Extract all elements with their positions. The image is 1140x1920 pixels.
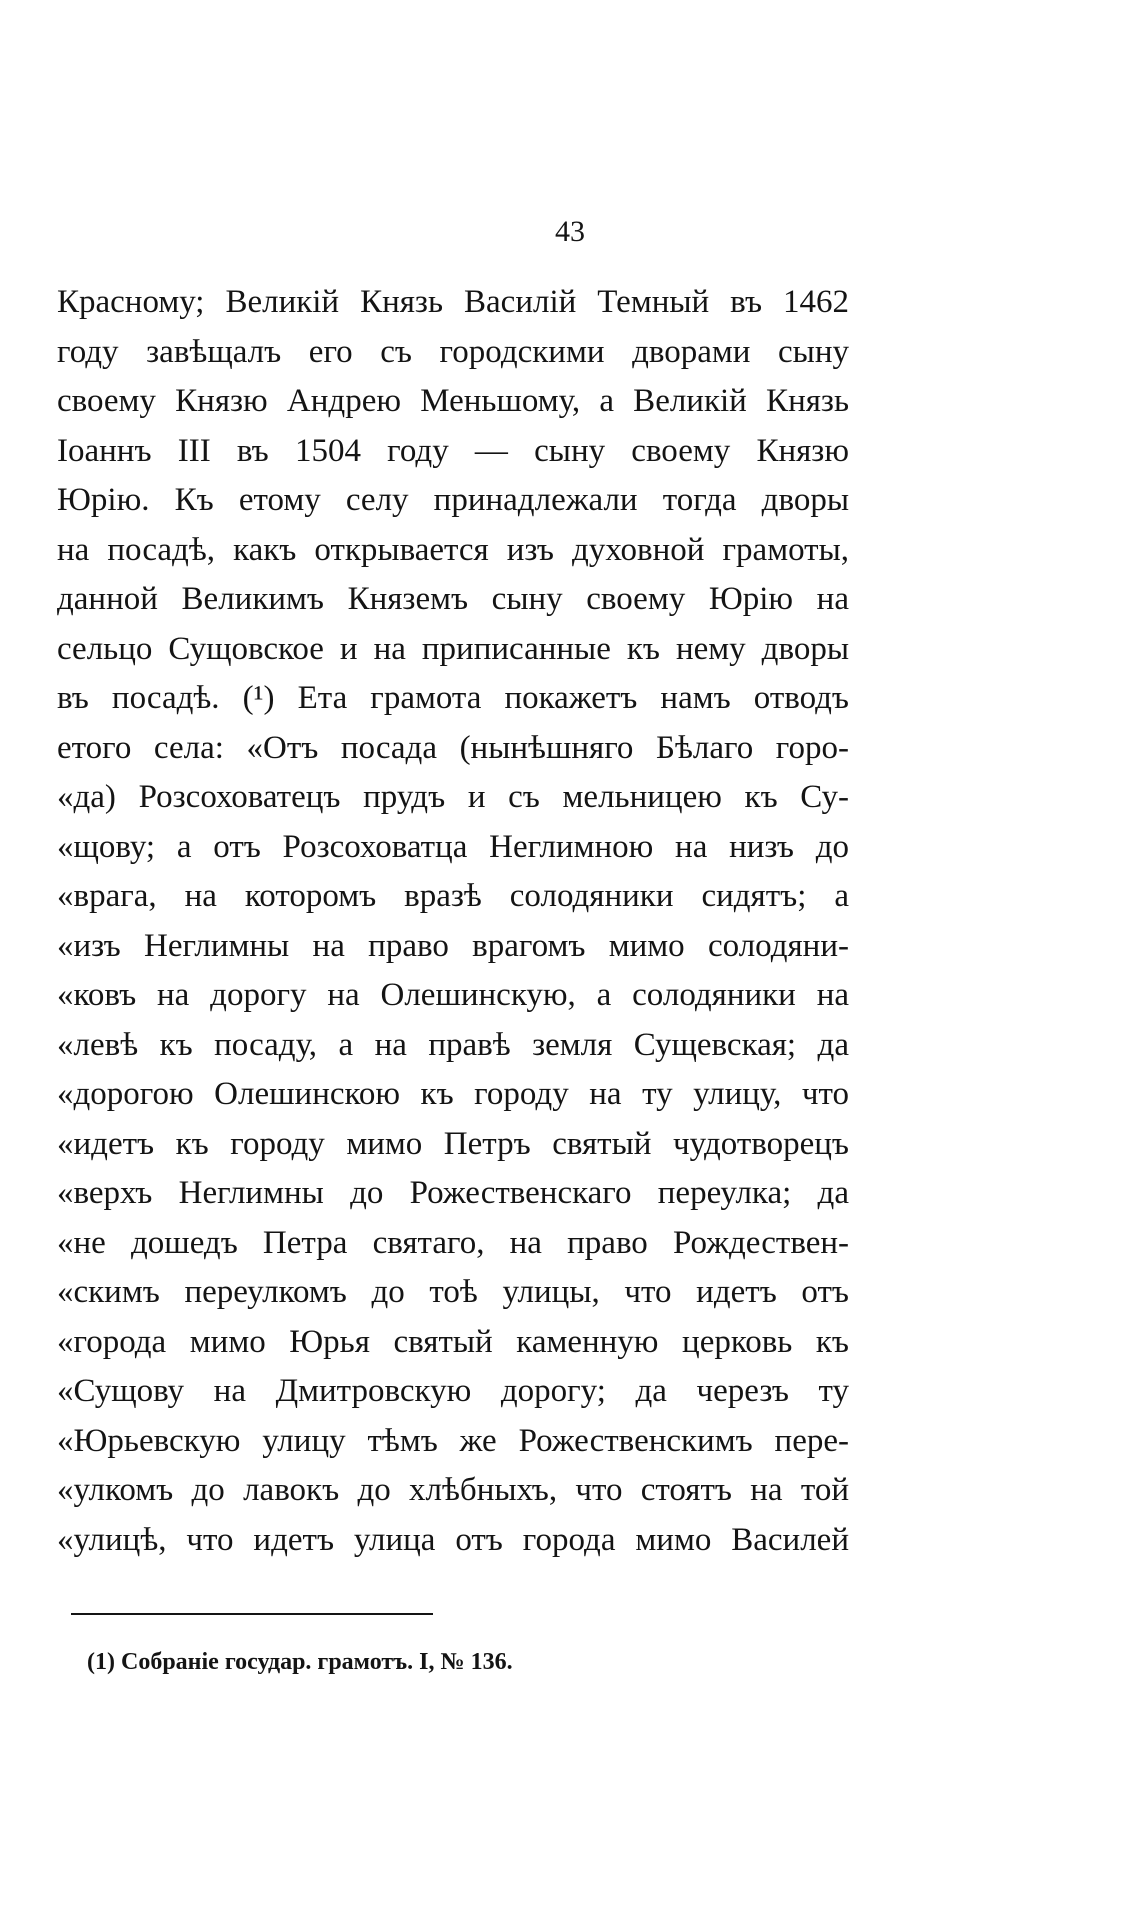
text-line: Юрію. Къ етому селу принадлежали тогда дворы <box>57 482 849 518</box>
text-line: «города мимо Юрья святый каменную церковь къ <box>57 1323 849 1360</box>
footnote-divider <box>71 1613 433 1615</box>
footnote: (1) Собраніе государ. грамотъ. I, № 136. <box>87 1649 513 1675</box>
text-line: въ посадѣ. (¹) Ета грамота покажетъ намъ отводъ <box>57 680 849 716</box>
body-text <box>57 278 849 1565</box>
text-line: Красному; Великій Князь Василій Темный въ 1462 <box>57 284 849 320</box>
text-line: «изъ Неглимны на право врагомъ мимо солодяни- <box>57 927 849 964</box>
text-line: своему Князю Андрею Меньшому, а Великій Князь <box>57 383 849 419</box>
text-line: «Юрьевскую улицу тѣмъ же Рожественскимъ пере- <box>57 1422 849 1459</box>
text-line: «врага, на которомъ вразѣ солодяники сидятъ; а <box>57 878 849 914</box>
text-line: «скимъ переулкомъ до тоѣ улицы, что идетъ отъ <box>57 1274 849 1310</box>
text-line: «не дошедъ Петра святаго, на право Рождествен- <box>57 1224 849 1261</box>
text-line: «ковъ на дорогу на Олешинскую, а солодяники на <box>57 977 849 1013</box>
text-line: «Сущову на Дмитровскую дорогу; да черезъ ту <box>57 1373 849 1409</box>
text-line: «да) Розсоховатецъ прудъ и съ мельницею къ Су- <box>57 779 849 815</box>
text-line: Іоаннъ III въ 1504 году — сыну своему Князю <box>57 432 849 469</box>
text-line: «улицѣ, что идетъ улица отъ города мимо Василей <box>57 1521 849 1558</box>
text-line: «левѣ къ посаду, а на правѣ земля Сущевская; да <box>57 1026 849 1063</box>
text-line: «щову; а отъ Розсоховатца Неглимною на низъ до <box>57 828 849 865</box>
text-line: «идетъ къ городу мимо Петръ святый чудотворецъ <box>57 1125 849 1162</box>
text-line: году завѣщалъ его съ городскими дворами сыну <box>57 333 849 370</box>
page-number: 43 <box>555 215 585 248</box>
text-line: «улкомъ до лавокъ до хлѣбныхъ, что стоятъ на той <box>57 1472 849 1508</box>
text-line: данной Великимъ Княземъ сыну своему Юрію на <box>57 581 849 617</box>
text-line: на посадѣ, какъ открывается изъ духовной грамоты, <box>57 531 849 568</box>
text-line: етого села: «Отъ посада (нынѣшняго Бѣлаго горо- <box>57 729 849 766</box>
text-line: сельцо Сущовское и на приписанные къ нему дворы <box>57 630 849 667</box>
text-line: «дорогою Олешинскою къ городу на ту улицу, что <box>57 1076 849 1112</box>
text-line: «верхъ Неглимны до Рожественскаго переулка; да <box>57 1175 849 1211</box>
